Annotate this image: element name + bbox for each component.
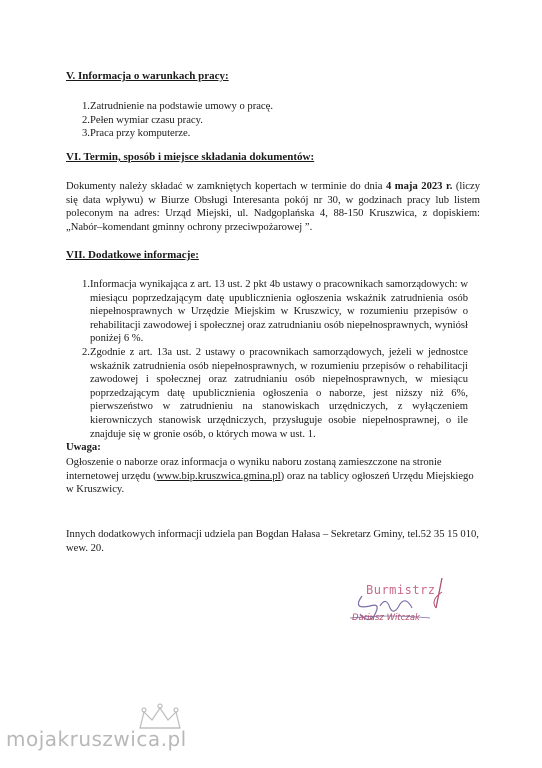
contact-paragraph: Innych dodatkowych informacji udziela pan Bogdan Hałasa – Sekretarz Gminy, tel.52 35 15 010, wew. 20. (66, 529, 479, 554)
list-text: Zatrudnienie na podstawie umowy o pracę. (90, 101, 273, 112)
section-6-heading: VI. Termin, sposób i miejsce składania dokumentów: (66, 151, 315, 163)
list-number: 1. (82, 101, 90, 112)
list-item (66, 127, 476, 141)
list-number: 2. (82, 114, 90, 126)
deadline-date: 4 maja 2023 r. (385, 181, 453, 192)
note-title: Uwaga: (66, 442, 101, 453)
section-6-paragraph (66, 180, 480, 234)
list-item (66, 100, 476, 114)
section-6-text-after: (liczy się data wpływu) w Biurze Obsługi Interesanta pokój nr 30, w godzinach pracy lub listem poleconym na adres: Urząd Miejski, ul. Nadgoplańska 4, 88-150 Kruszwica, z dopiskiem: „Nabór–komendant gminny ochrony przeciwpożarowej ”. (66, 181, 480, 233)
list-number: 2. (82, 346, 90, 358)
section-5-list (66, 100, 476, 141)
section-5-heading: V. Informacja o warunkach pracy: (66, 70, 229, 82)
signature-stamp (330, 574, 460, 634)
list-item (66, 278, 468, 346)
note-text-after: ) oraz na tablicy ogłoszeń Urzędu Miejskiego w Kruszwicy. (66, 470, 474, 496)
list-item (66, 114, 476, 128)
signature-title: Burmistrz (366, 583, 436, 597)
note-text-before: Ogłoszenie o naborze oraz informacja o wyniku naboru zostaną zamieszczone na stronie internetowej urzędu ( (66, 457, 442, 482)
signature-name: Dariusz Witczak (352, 613, 420, 623)
list-text: Pełen wymiar czasu pracy. (90, 114, 203, 126)
watermark: mojakruszwica.pl (6, 727, 187, 751)
list-text: Praca przy komputerze. (90, 128, 191, 140)
section-7-list (66, 278, 468, 441)
list-number: 3. (82, 128, 90, 140)
section-6-text-before: Dokumenty należy składać w zamkniętych kopertach w terminie do dnia (66, 181, 386, 192)
list-text: Informacja wynikająca z art. 13 ust. 2 pkt 4b ustawy o pracownikach samorządowych: w miesiącu poprzedzającym datę upublicznienia ogłoszenia wskaźnik zatrudnienia osób niepełnosprawnych w Urzędzie Miejskim w Kruszwicy, w rozumieniu przepisów o rehabilitacji zawodowej i społecznej oraz zatrudnianiu osób niepełnosprawnych, wyniósł poniżej 6 %. (90, 279, 468, 345)
list-number: 1. (82, 279, 90, 290)
list-text: Zgodnie z art. 13a ust. 2 ustawy o pracownikach samorządowych, jeżeli w jednostce wskaźnik zatrudnienia osób niepełnosprawnych, w rozumieniu przepisów o rehabilitacji zawodowej i społecznej oraz zatrudnianiu osób niepełnosprawnych, w miesiącu poprzedzającym datę upublicznienia ogłoszenia o naborze, jest niższy niż 6%, pierwszeństwo w zatrudnieniu na stanowiskach urzędniczych, z wyłączeniem kierowniczych stanowisk urzędniczych, przysługuje osobie niepełnosprawnej, o ile znajduje się w gronie osób, o których mowa w ust. 1. (90, 346, 468, 440)
section-7-heading: VII. Dodatkowe informacje: (66, 249, 199, 261)
bip-link[interactable]: www.bip.kruszwica.gmina.pl (156, 470, 281, 482)
note-paragraph (66, 456, 476, 497)
list-item (66, 346, 468, 441)
